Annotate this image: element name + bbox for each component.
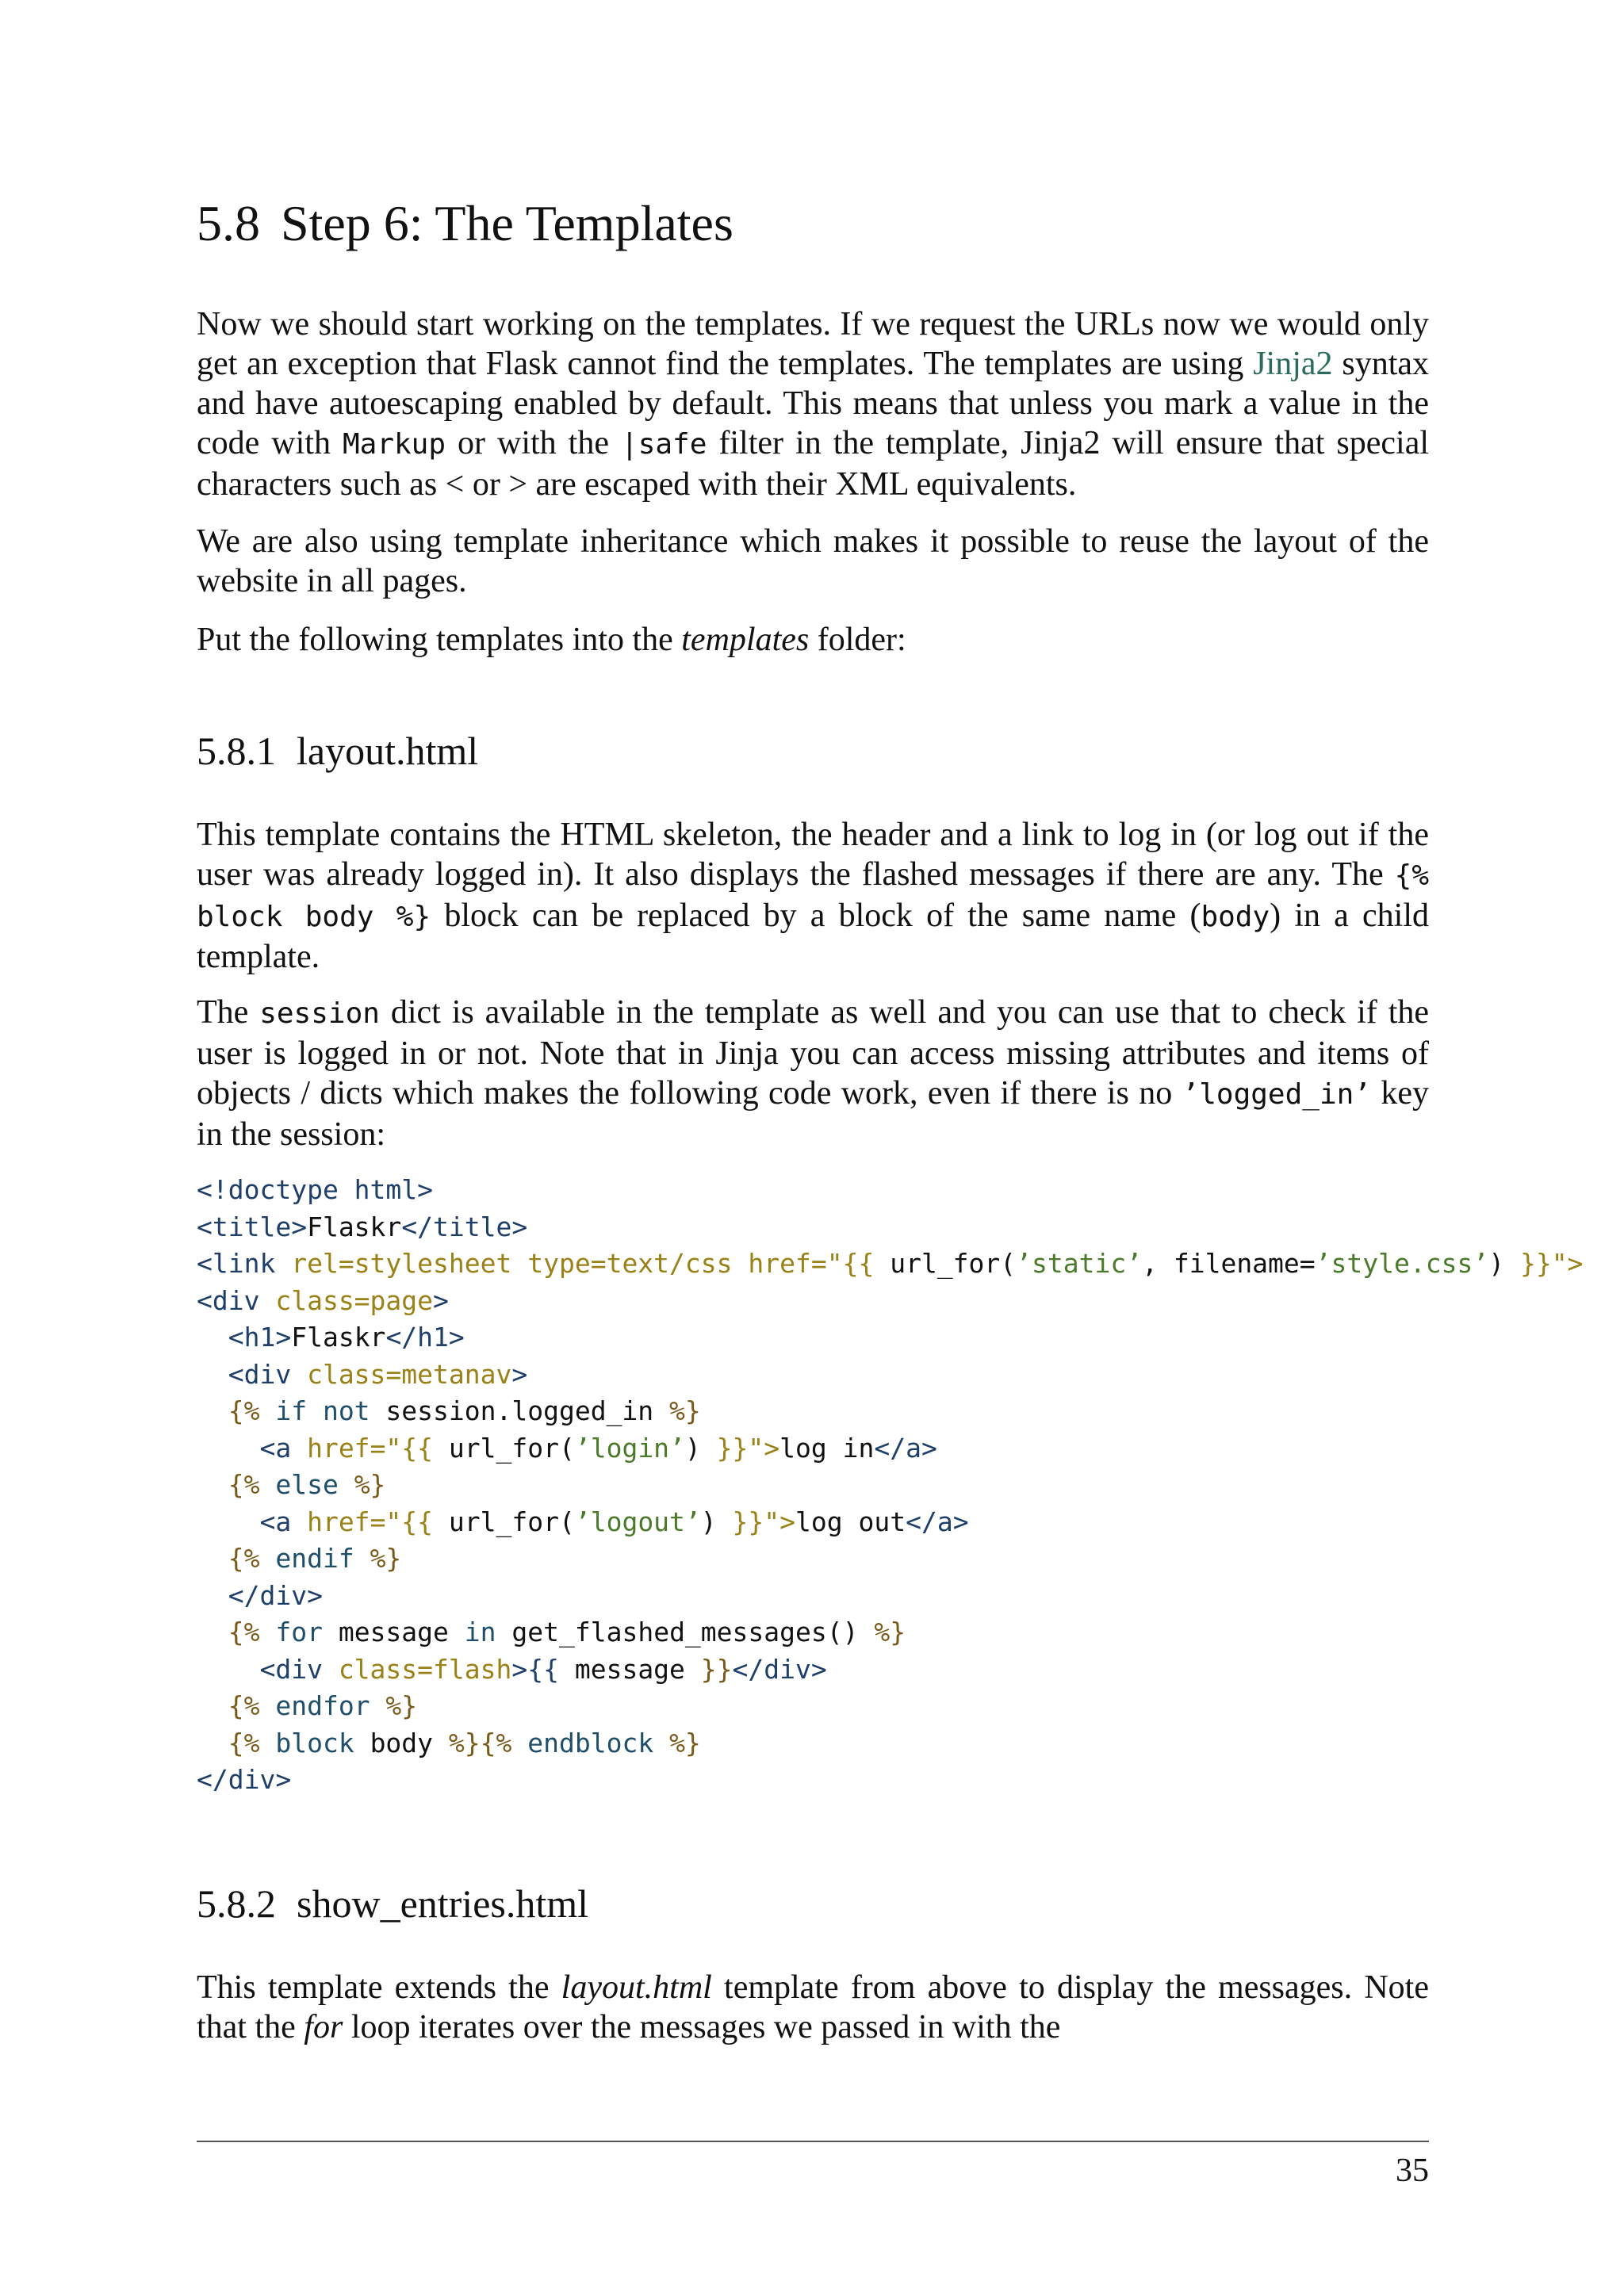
code-token: endfor (275, 1690, 386, 1721)
jinja2-link[interactable]: Jinja2 (1253, 346, 1333, 382)
code-token: ’style.css’ (1315, 1248, 1489, 1279)
code-token: url_for( (890, 1248, 1017, 1279)
text-span: The (197, 994, 260, 1031)
code-token: </a> (906, 1506, 969, 1537)
code-token: %} (385, 1690, 418, 1721)
code-token: get_flashed_messages() (511, 1617, 875, 1647)
text-span: loop iterates over the messages we passed in with the (343, 2009, 1061, 2045)
text-span: Put the following templates into the (197, 622, 682, 658)
code-token: class=flash (338, 1653, 512, 1685)
section-title: Step 6: The Templates (281, 195, 733, 251)
code-token: </div> (197, 1764, 292, 1795)
code-token: </title> (401, 1211, 528, 1242)
code-token: ’login’ (574, 1432, 685, 1464)
code-token: <div (197, 1284, 276, 1316)
code-token: <div (197, 1358, 308, 1390)
code-token: url_for( (448, 1432, 575, 1464)
code-token: <title> (197, 1211, 308, 1242)
text-span: folder: (809, 622, 906, 658)
code-token: endblock (527, 1727, 670, 1758)
code-token: %} (669, 1395, 701, 1426)
intro-paragraph-3 (197, 620, 1429, 660)
inline-code-markup: Markup (342, 428, 446, 461)
code-token: {% (197, 1617, 276, 1647)
code-token: session.logged_in (385, 1395, 670, 1426)
subsection-number: 5.8.1 (197, 729, 276, 773)
code-token: message (338, 1617, 465, 1647)
code-token: {% (197, 1469, 276, 1500)
inline-code-safe: |safe (621, 428, 707, 461)
text-span: block can be replaced by a block of the same name ( (431, 897, 1201, 934)
text-span: Now we should start working on the templates. If we request the URLs now we would only get an exception that Flask cannot find the templates. The templates are using (197, 306, 1429, 382)
code-token: <div (197, 1653, 339, 1685)
code-token: ) (1488, 1248, 1520, 1279)
inline-code-logged-in: ’logged_in’ (1182, 1078, 1371, 1111)
code-token: </h1> (385, 1322, 465, 1353)
code-token: %} (874, 1617, 906, 1647)
code-token: >{{ (511, 1653, 575, 1685)
text-span: template from above to display the messages. Note that the (197, 1969, 1429, 2045)
code-token: }}"> (716, 1432, 780, 1464)
code-token: <a (197, 1506, 308, 1537)
code-token: message (574, 1653, 701, 1685)
code-token: log in (779, 1432, 875, 1464)
intro-paragraph-1 (197, 304, 1429, 504)
subsection-title: layout.html (297, 729, 479, 773)
section-heading (197, 190, 733, 257)
code-token: href="{{ (307, 1506, 449, 1537)
code-token: > (433, 1284, 449, 1316)
text-span: or with the (446, 425, 622, 461)
code-token: ’logout’ (574, 1506, 701, 1537)
code-token: }}"> (732, 1506, 796, 1537)
inline-code-block-body: {% block body %} (197, 859, 1429, 933)
code-token: <!doctype html> (197, 1174, 434, 1205)
intro-paragraph-2: We are also using template inheritance which makes it possible to reuse the layout of the website in all pages. (197, 523, 1429, 599)
code-token: url_for( (448, 1506, 575, 1537)
code-token: %}{% (448, 1727, 528, 1758)
text-span: This template contains the HTML skeleton, the header and a link to log in (or log out if the user was already logged in). It also displays the flashed messages if there are any. The (197, 817, 1429, 893)
section-number: 5.8 (197, 195, 260, 251)
code-token: block (275, 1727, 370, 1758)
code-token: Flaskr (307, 1211, 402, 1242)
code-token: %} (669, 1727, 701, 1758)
code-token: , filename= (1142, 1248, 1316, 1279)
text-span: ) in a child template. (197, 897, 1429, 975)
subsection-heading-show-entries (197, 1877, 588, 1930)
code-token: %} (370, 1543, 402, 1574)
footer-divider (197, 2141, 1429, 2142)
code-token: </div> (197, 1579, 323, 1611)
text-span: This template extends the (197, 1969, 561, 2006)
layout-paragraph-1 (197, 815, 1429, 977)
code-token: }}"> (1519, 1248, 1584, 1279)
emphasis-layout-html: layout.html (561, 1969, 712, 2006)
inline-code-body: body (1201, 901, 1270, 933)
code-token: in (464, 1617, 512, 1647)
code-token: ’static’ (1016, 1248, 1143, 1279)
code-token: > (511, 1358, 528, 1390)
code-token: </a> (874, 1432, 937, 1464)
code-token: class=metanav (307, 1358, 512, 1390)
subsection-heading-layout (197, 725, 478, 777)
emphasis-templates: templates (681, 622, 810, 658)
code-token: %} (354, 1469, 386, 1500)
code-token: Flaskr (291, 1322, 386, 1353)
code-token: for (275, 1617, 339, 1647)
code-token: ) (684, 1432, 717, 1464)
code-token: log out (795, 1506, 906, 1537)
code-token: ) (700, 1506, 733, 1537)
code-token: {% (197, 1727, 276, 1758)
layout-paragraph-2 (197, 993, 1429, 1154)
code-token: <link (197, 1248, 292, 1279)
subsection-title: show_entries.html (297, 1881, 589, 1926)
subsection-number: 5.8.2 (197, 1881, 276, 1926)
inline-code-session: session (259, 997, 380, 1030)
code-token: if not (275, 1395, 386, 1426)
text-span: dict is available in the template as well and you can use that to check if the user is logged in or not. Note that in Jinja you can access missing attributes and items of objects / dicts which makes the following code work, even if there is no (197, 994, 1430, 1112)
code-block-layout-html (197, 1172, 1583, 1799)
show-entries-paragraph-1 (197, 1968, 1429, 2047)
code-token: }} (700, 1653, 733, 1685)
emphasis-for: for (304, 2009, 343, 2045)
code-token: class=page (275, 1284, 434, 1316)
text-span: key in the session: (197, 1075, 1429, 1153)
code-token: endif (275, 1543, 370, 1574)
code-token: <h1> (197, 1322, 292, 1353)
code-token: href="{{ (307, 1432, 449, 1464)
code-token: body (370, 1727, 449, 1758)
text-span: syntax and have autoescaping enabled by default. This means that unless you mark a value in the code with (197, 346, 1430, 461)
code-token: {% (197, 1543, 276, 1574)
code-token: {% (197, 1395, 276, 1426)
code-token: </div> (732, 1653, 827, 1685)
code-token: rel=stylesheet type=text/css href="{{ (291, 1248, 891, 1279)
code-token: {% (197, 1690, 276, 1721)
code-token: else (275, 1469, 354, 1500)
code-token: <a (197, 1432, 308, 1464)
page-number: 35 (1396, 2152, 1429, 2189)
text-span: filter in the template, Jinja2 will ensure that special characters such as < or > are escaped with their XML equivalents. (197, 425, 1430, 503)
